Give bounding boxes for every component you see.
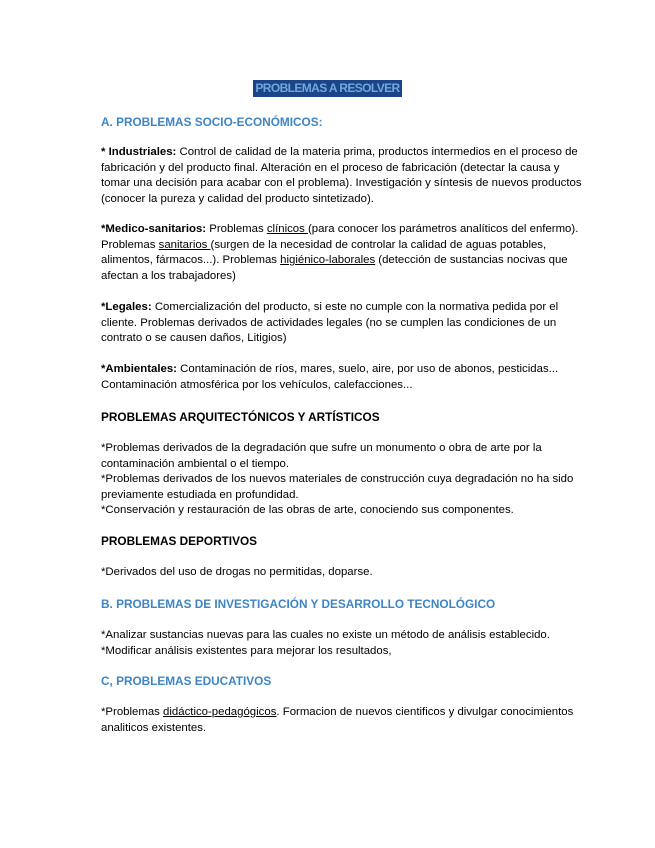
list-item: *Problemas derivados de los nuevos materiales de construcción cuya degradación no ha sido previamente estudiada en profundidad. <box>101 473 574 501</box>
section-c-text-2: . Formacion de nuevos cientificos y divulgar conocimientos analiticos existentes. <box>101 706 574 734</box>
legales-paragraph <box>101 300 587 347</box>
link-sanitarios: sanitarios <box>158 238 211 251</box>
industriales-text: Control de calidad de la materia prima, productos intermedios en el proceso de fabricación y del producto final. Alteración en el proceso de fabricación (detectar la causa y tomar una decisión para acabar con el problema). Investigación y síntesis de nuevos productos (conocer la pureza y calidad del producto sintetizado). <box>101 146 582 205</box>
medico-paragraph <box>101 222 587 284</box>
ambientales-paragraph <box>101 362 587 393</box>
industriales-paragraph <box>101 145 587 207</box>
deportivos-list <box>101 565 587 581</box>
medico-text-2: (para conocer los parámetros analíticos del enfermo). Problemas <box>101 223 579 251</box>
section-a-heading: A. PROBLEMAS SOCIO-ECONÓMICOS: <box>101 115 323 129</box>
list-item: *Conservación y restauración de las obras de arte, conociendo sus componentes. <box>101 504 514 517</box>
list-item: *Derivados del uso de drogas no permitidas, doparse. <box>101 566 373 578</box>
arquitectonicos-list <box>101 441 587 519</box>
ambientales-label: *Ambientales: <box>101 363 177 375</box>
section-b-heading: B. PROBLEMAS DE INVESTIGACIÓN Y DESARROLLO TECNOLÓGICO <box>101 597 496 611</box>
section-c-text-1: *Problemas <box>101 706 164 718</box>
legales-text: Comercialización del producto, si este no cumple con la normativa pedida por el cliente. Problemas derivados de actividades legales (no se cumplen las condiciones de un contrato o se causen daños, Litigios) <box>101 301 559 345</box>
section-c-heading: C, PROBLEMAS EDUCATIVOS <box>101 674 272 688</box>
list-item: *Modificar análisis existentes para mejorar los resultados, <box>101 644 392 657</box>
medico-label: *Medico-sanitarios: <box>101 223 207 235</box>
link-didactico-pedagogicos: didáctico-pedagógicos <box>163 706 277 718</box>
medico-text-4: (detección de sustancias nocivas que afectan a los trabajadores) <box>101 254 568 282</box>
industriales-label: * Industriales: <box>101 146 177 158</box>
link-higienico-laborales: higiénico-laborales <box>280 254 376 267</box>
ambientales-text: Contaminación de ríos, mares, suelo, aire, por uso de abonos, pesticidas... Contaminación atmosférica por los vehículos, calefacciones... <box>101 363 559 391</box>
link-clinicos: clínicos <box>266 223 309 235</box>
legales-label: *Legales: <box>101 301 152 313</box>
list-item: *Problemas derivados de la degradación que sufre un monumento o obra de arte por la contaminación ambiental o el tiempo. <box>101 442 542 470</box>
title-container <box>0 79 655 97</box>
page-title: PROBLEMAS A RESOLVER <box>255 81 400 95</box>
medico-text-3: (surgen de la necesidad de controlar la calidad de aguas potables, alimentos, fármacos...). Problemas <box>101 238 547 267</box>
arquitectonicos-heading: PROBLEMAS ARQUITECTÓNICOS Y ARTÍSTICOS <box>101 410 380 424</box>
list-item: *Analizar sustancias nuevas para las cuales no existe un método de análisis establecido. <box>101 629 550 641</box>
section-b-list <box>101 628 587 659</box>
section-c-paragraph <box>101 705 587 736</box>
deportivos-heading: PROBLEMAS DEPORTIVOS <box>101 534 257 548</box>
medico-text-1: Problemas <box>206 223 267 235</box>
